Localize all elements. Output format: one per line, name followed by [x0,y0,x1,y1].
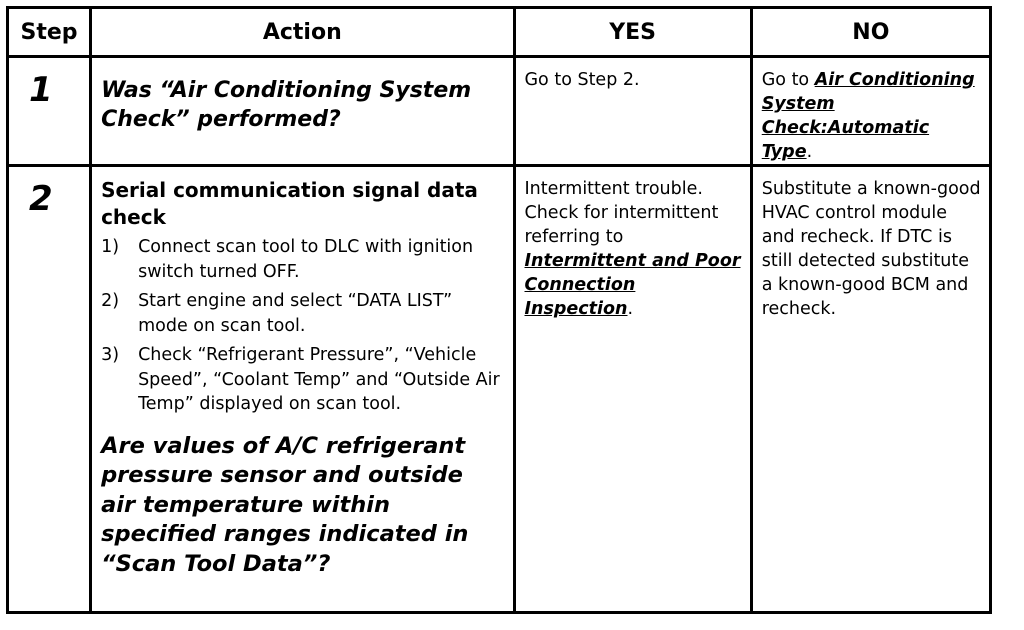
list-item [101,289,504,338]
yes-suffix: . [627,299,634,319]
step-number: 2 [29,179,53,219]
step-number: 1 [29,70,53,110]
list-item-text: Start engine and select “DATA LIST” mode on scan tool. [138,291,453,336]
list-item [101,235,504,284]
ac-system-check-link[interactable]: Air Conditioning System Check:Automatic Type [761,70,975,162]
diagnostic-table-wrapper [6,6,992,614]
no-1-cell [751,57,990,166]
action-1-cell [91,57,514,166]
intermittent-inspection-link[interactable]: Intermittent and Poor Connection Inspection [524,251,741,319]
header-action: Action [91,8,514,57]
list-item-text: Connect scan tool to DLC with ignition switch turned OFF. [138,237,474,282]
no-text: Substitute a known-good HVAC control module and recheck. If DTC is still detected substitute a known-good BCM and recheck. [761,179,981,319]
no-prefix: Go to [761,70,815,90]
yes-text: Go to Step 2. [524,70,640,90]
list-item-number: 1) [101,237,120,257]
list-item [101,343,504,417]
action-question: Are values of A/C refrigerant pressure sensor and outside air temperature within specified ranges indicated in “Scan Tool Data”? [101,432,469,577]
header-no: NO [751,8,990,57]
header-row [8,8,991,57]
header-yes: YES [514,8,751,57]
yes-2-cell [514,166,751,613]
list-item-number: 3) [101,345,120,365]
action-2-cell [91,166,514,613]
yes-prefix: Intermittent trouble. Check for intermittent referring to [524,179,719,247]
no-text [753,58,989,164]
yes-text [516,167,750,321]
step-2-cell [8,166,91,613]
no-suffix: . [806,142,813,162]
list-item-text: Check “Refrigerant Pressure”, “Vehicle Speed”, “Coolant Temp” and “Outside Air Temp” displayed on scan tool. [138,345,500,414]
list-item-number: 2) [101,291,120,311]
header-step: Step [8,8,91,57]
table-row-step-1 [8,57,991,166]
no-2-cell [751,166,990,613]
action-heading: Serial communication signal data check [101,178,478,229]
yes-1-cell [514,57,751,166]
action-question: Was “Air Conditioning System Check” performed? [101,78,472,132]
diagnostic-table [6,6,992,614]
action-steps-list [92,235,512,417]
step-1-cell [8,57,91,166]
table-row-step-2 [8,166,991,613]
